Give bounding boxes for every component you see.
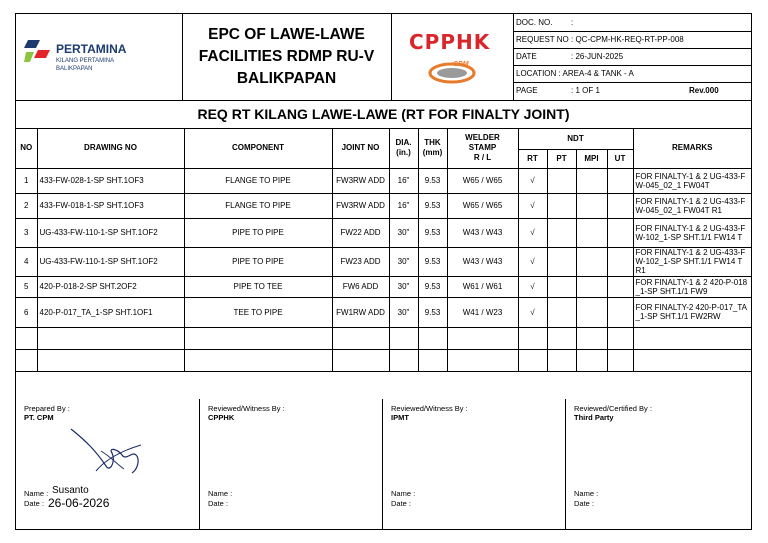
cell-ut	[607, 193, 633, 218]
cell-no: 3	[16, 218, 37, 247]
cell-rt: √	[518, 218, 547, 247]
col-pt: PT	[547, 149, 576, 168]
cell-thk: 9.53	[418, 247, 447, 276]
cell-dia: 30"	[389, 276, 418, 297]
title-line-2: FACILITIES RDMP RU-V	[198, 48, 375, 65]
signature-block	[16, 399, 751, 529]
sig-date-label: Date :	[208, 499, 229, 508]
sig-date-label: Date :	[574, 499, 595, 508]
col-rt: RT	[518, 149, 547, 168]
table-row	[16, 193, 751, 218]
cell-welder: W65 / W65	[447, 168, 518, 193]
empty-cell	[447, 349, 518, 371]
table-row	[16, 276, 751, 297]
cell-welder: W61 / W61	[447, 276, 518, 297]
location-row	[513, 65, 751, 83]
col-remarks: REMARKS	[633, 129, 751, 168]
cell-mpi	[576, 168, 607, 193]
empty-cell	[418, 349, 447, 371]
cell-thk: 9.53	[418, 218, 447, 247]
cell-component: PIPE TO PIPE	[184, 247, 332, 276]
cell-component: PIPE TO TEE	[184, 276, 332, 297]
cpm-logo-icon	[427, 62, 477, 84]
cell-component: FLANGE TO PIPE	[184, 193, 332, 218]
project-title	[182, 14, 392, 100]
pertamina-sub-1: KILANG PERTAMINA	[56, 58, 115, 64]
sig-org: PT. CPM	[24, 413, 54, 422]
cell-component: FLANGE TO PIPE	[184, 168, 332, 193]
empty-cell	[607, 327, 633, 349]
empty-row	[16, 327, 751, 349]
pertamina-logo-cell	[16, 14, 183, 100]
cell-dia: 16"	[389, 168, 418, 193]
cell-rt: √	[518, 276, 547, 297]
cell-mpi	[576, 276, 607, 297]
cell-pt	[547, 218, 576, 247]
header-row-1	[16, 129, 751, 149]
col-ndt: NDT	[518, 129, 633, 149]
cell-no: 4	[16, 247, 37, 276]
empty-cell	[389, 349, 418, 371]
col-welder-2: STAMP	[468, 143, 497, 153]
page-value: : 1 OF 1	[571, 86, 600, 95]
cell-remarks: FOR FINALTY-1 & 2 UG-433-FW-102_1-SP SHT.1/1 FW14 T	[633, 218, 751, 247]
page-label: PAGE	[516, 86, 538, 95]
cell-remarks: FOR FINALTY-1 & 2 420-P-018_1-SP SHT.1/1 FW9	[633, 276, 751, 297]
empty-cell	[184, 349, 332, 371]
empty-cell	[418, 327, 447, 349]
sig-third-party	[566, 399, 751, 529]
col-welder-1: WELDER	[465, 133, 500, 143]
sig-label: Reviewed/Certified By :	[574, 404, 652, 413]
location-text: LOCATION : AREA-4 & TANK - A	[516, 69, 634, 78]
empty-cell	[332, 327, 389, 349]
title-line-3: BALIKPAPAN	[236, 70, 337, 87]
col-no: NO	[16, 129, 37, 168]
cell-remarks: FOR FINALTY-1 & 2 UG-433-FW-045_02_1 FW04T R1	[633, 193, 751, 218]
cell-dia: 30"	[389, 218, 418, 247]
col-mpi: MPI	[576, 149, 607, 168]
cell-no: 6	[16, 297, 37, 327]
doc-no-value: :	[571, 18, 574, 27]
pertamina-subtitle	[56, 57, 114, 73]
request-no-row	[513, 31, 751, 49]
form-header	[16, 14, 751, 101]
cell-welder: W43 / W43	[447, 247, 518, 276]
title-line-1: EPC OF LAWE-LAWE	[208, 26, 365, 43]
col-component: COMPONENT	[184, 129, 332, 168]
cell-joint-no: FW3RW ADD	[332, 193, 389, 218]
col-thk-2: (mm)	[422, 148, 443, 158]
empty-row	[16, 349, 751, 371]
cell-welder: W41 / W23	[447, 297, 518, 327]
sig-name-label: Name :	[574, 489, 599, 498]
cell-mpi	[576, 218, 607, 247]
cell-drawing-no: UG-433-FW-110-1-SP SHT.1OF2	[37, 218, 184, 247]
empty-cell	[16, 327, 37, 349]
sig-org: IPMT	[391, 413, 409, 422]
col-ut: UT	[607, 149, 633, 168]
sig-org: CPPHK	[208, 413, 235, 422]
cell-rt: √	[518, 297, 547, 327]
cell-component: PIPE TO PIPE	[184, 218, 332, 247]
empty-cell	[607, 349, 633, 371]
cell-drawing-no: UG-433-FW-110-1-SP SHT.1OF2	[37, 247, 184, 276]
col-drawing-no: DRAWING NO	[37, 129, 184, 168]
sig-name-value: Susanto	[52, 485, 89, 496]
cell-drawing-no: 420-P-017_TA_1-SP SHT.1OF1	[37, 297, 184, 327]
col-dia-1: DIA.	[395, 138, 412, 148]
empty-cell	[576, 327, 607, 349]
sig-date-label: Date :	[391, 499, 412, 508]
empty-cell	[518, 327, 547, 349]
empty-cell	[633, 349, 751, 371]
cell-dia: 30"	[389, 247, 418, 276]
cpphk-logo: CPPHK	[409, 30, 491, 54]
doc-no-row	[513, 14, 751, 32]
sig-label: Reviewed/Witness By :	[391, 404, 468, 413]
cell-thk: 9.53	[418, 297, 447, 327]
empty-cell	[332, 349, 389, 371]
sig-name-label: Name :	[391, 489, 416, 498]
cell-joint-no: FW1RW ADD	[332, 297, 389, 327]
cell-component: TEE TO PIPE	[184, 297, 332, 327]
doc-no-label: DOC. NO.	[516, 18, 553, 27]
sig-name-label: Name :	[208, 489, 233, 498]
cell-mpi	[576, 247, 607, 276]
empty-cell	[633, 327, 751, 349]
cell-ut	[607, 276, 633, 297]
cell-ut	[607, 247, 633, 276]
cell-rt: √	[518, 168, 547, 193]
sig-prepared	[16, 399, 200, 529]
request-no-label: REQUEST NO	[516, 35, 569, 44]
sig-date-value: 26-06-2026	[48, 496, 110, 510]
cell-dia: 16"	[389, 193, 418, 218]
col-welder-3: R / L	[473, 153, 492, 163]
sig-cpphk	[200, 399, 383, 529]
pertamina-logo-icon	[24, 36, 54, 66]
cell-ut	[607, 297, 633, 327]
col-dia	[389, 129, 418, 168]
cell-remarks: FOR FINALTY-1 & 2 UG-433-FW-045_02_1 FW04T	[633, 168, 751, 193]
cell-thk: 9.53	[418, 168, 447, 193]
table-row	[16, 247, 751, 276]
cell-pt	[547, 276, 576, 297]
cell-welder: W43 / W43	[447, 218, 518, 247]
cell-joint-no: FW3RW ADD	[332, 168, 389, 193]
cell-no: 2	[16, 193, 37, 218]
empty-cell	[37, 327, 184, 349]
cell-remarks: FOR FINALTY-2 420-P-017_TA_1-SP SHT.1/1 FW2RW	[633, 297, 751, 327]
cell-rt: √	[518, 247, 547, 276]
cell-no: 5	[16, 276, 37, 297]
empty-cell	[389, 327, 418, 349]
cell-pt	[547, 297, 576, 327]
cell-joint-no: FW23 ADD	[332, 247, 389, 276]
signature-icon	[66, 421, 146, 481]
cell-no: 1	[16, 168, 37, 193]
cell-pt	[547, 247, 576, 276]
date-value: : 26-JUN-2025	[571, 52, 624, 61]
cell-thk: 9.53	[418, 276, 447, 297]
col-thk-1: THK	[424, 138, 441, 148]
date-label: DATE	[516, 52, 537, 61]
sig-date-label: Date :	[24, 499, 45, 508]
empty-cell	[447, 327, 518, 349]
contractor-logo-cell	[391, 14, 514, 100]
pertamina-sub-2: BALIKPAPAN	[56, 66, 93, 72]
empty-cell	[576, 349, 607, 371]
cell-mpi	[576, 193, 607, 218]
cell-thk: 9.53	[418, 193, 447, 218]
date-row	[513, 48, 751, 66]
col-welder	[447, 129, 518, 168]
request-no-value: : QC-CPM-HK-REQ-RT-PP-008	[571, 35, 684, 44]
pertamina-name: PERTAMINA	[56, 42, 127, 56]
cell-ut	[607, 218, 633, 247]
col-dia-2: (in.)	[396, 148, 411, 158]
table-row	[16, 218, 751, 247]
table-row	[16, 168, 751, 193]
page-row	[513, 82, 751, 100]
joint-table	[16, 129, 751, 372]
cell-pt	[547, 193, 576, 218]
empty-cell	[184, 327, 332, 349]
empty-cell	[518, 349, 547, 371]
cell-welder: W65 / W65	[447, 193, 518, 218]
cell-drawing-no: 420-P-018-2-SP SHT.2OF2	[37, 276, 184, 297]
empty-cell	[16, 349, 37, 371]
cell-remarks: FOR FINALTY-1 & 2 UG-433-FW-102_1-SP SHT.1/1 FW14 T R1	[633, 247, 751, 276]
empty-cell	[547, 349, 576, 371]
cell-ut	[607, 168, 633, 193]
cell-pt	[547, 168, 576, 193]
cell-mpi	[576, 297, 607, 327]
cell-joint-no: FW6 ADD	[332, 276, 389, 297]
cell-rt: √	[518, 193, 547, 218]
cell-drawing-no: 433-FW-018-1-SP SHT.1OF3	[37, 193, 184, 218]
sig-ipmt	[383, 399, 566, 529]
document-title: REQ RT KILANG LAWE-LAWE (RT FOR FINALTY JOINT)	[16, 101, 751, 129]
empty-cell	[37, 349, 184, 371]
empty-cell	[547, 327, 576, 349]
cpm-logo-text: CPM	[453, 61, 469, 68]
sig-org: Third Party	[574, 413, 614, 422]
document-info	[513, 14, 751, 100]
col-thk	[418, 129, 447, 168]
sig-name-label: Name :	[24, 489, 49, 498]
sig-label: Prepared By :	[24, 404, 70, 413]
cell-joint-no: FW22 ADD	[332, 218, 389, 247]
table-row	[16, 297, 751, 327]
col-joint-no: JOINT NO	[332, 129, 389, 168]
revision: Rev.000	[689, 86, 719, 95]
cell-dia: 30"	[389, 297, 418, 327]
sig-label: Reviewed/Witness By :	[208, 404, 285, 413]
request-form	[15, 13, 752, 530]
cell-drawing-no: 433-FW-028-1-SP SHT.1OF3	[37, 168, 184, 193]
